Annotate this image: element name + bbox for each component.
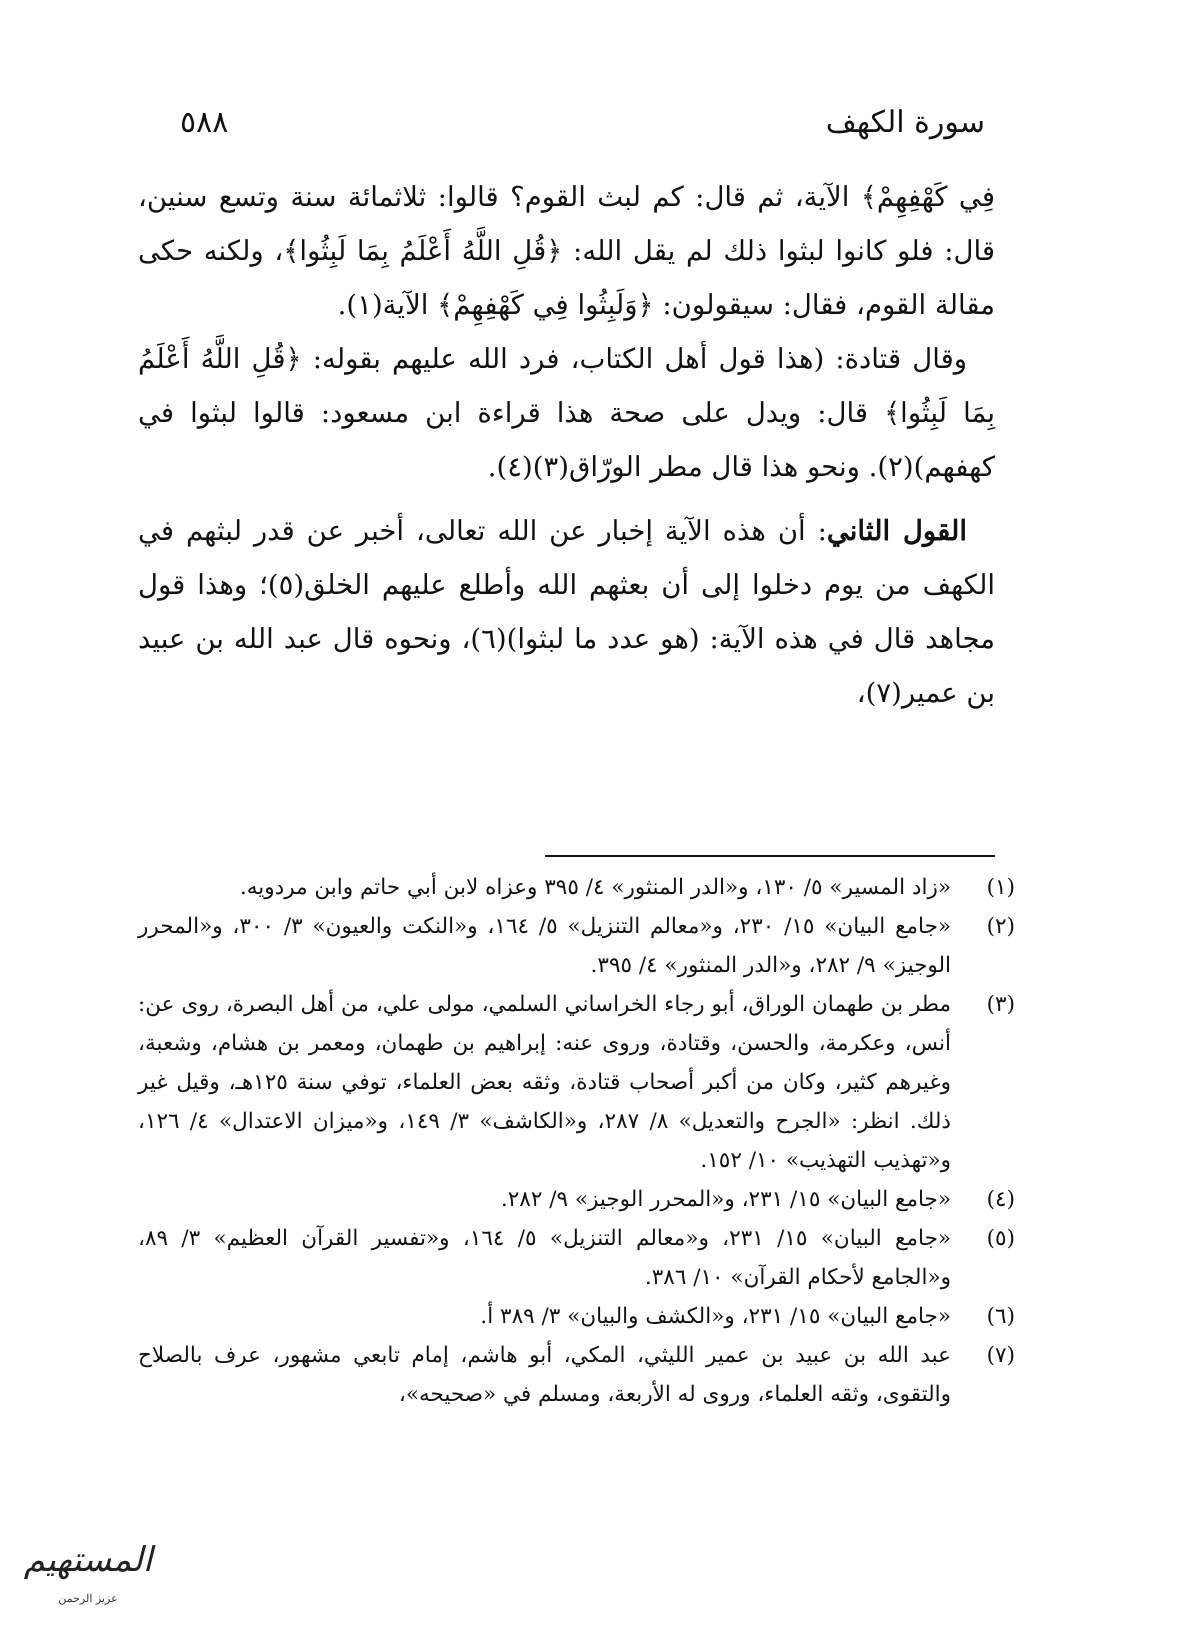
footnote-text: «زاد المسير» ٥/ ١٣٠، و«الدر المنثور» ٤/ ٣٩٥ وعزاه لابن أبي حاتم وابن مردويه. xyxy=(239,875,951,900)
footnote-number: (١) xyxy=(986,875,1015,900)
footnote-text: «جامع البيان» ١٥/ ٢٣١، و«الكشف والبيان» ٣/ ٣٨٩ أ. xyxy=(480,1304,951,1329)
page-header xyxy=(180,105,985,155)
paragraph-3 xyxy=(138,504,995,720)
main-text xyxy=(138,170,995,720)
footnote-text: «جامع البيان» ١٥/ ٢٣٠، و«معالم التنزيل» ٥/ ١٦٤، و«النكت والعيون» ٣/ ٣٠٠، و«المحرر الوجيز» ٩/ ٢٨٢، و«الدر المنثور» ٤/ ٣٩٥. xyxy=(138,914,952,978)
footnote-text: مطر بن طهمان الوراق، أبو رجاء الخراساني السلمي، مولى علي، من أهل البصرة، روى عن: أنس، وعكرمة، والحسن، وقتادة، وروى عنه: إبراهيم بن طهمان، ومعمر بن هشام، وشعبة، وغيرهم كثير، وكان من أكبر أصحاب قتادة، وثقه بعض العلماء، توفي سنة ١٢٥هـ، وقيل غير ذلك. انظر: «الجرح والتعديل» ٨/ ٢٨٧، و«الكاشف» ٣/ ١٤٩، و«ميزان الاعتدال» ٤/ ١٢٦، و«تهذيب التهذيب» ١٠/ ١٥٢. xyxy=(138,992,952,1173)
logo-calligraphy: المستهيم xyxy=(23,1540,153,1580)
publisher-logo xyxy=(18,1540,158,1622)
footnote-number: (٥) xyxy=(986,1226,1015,1251)
footnote-text: «جامع البيان» ١٥/ ٢٣١، و«معالم التنزيل» ٥/ ١٦٤، و«تفسير القرآن العظيم» ٣/ ٨٩، و«الجامع لأحكام القرآن» ١٠/ ٣٨٦. xyxy=(138,1226,952,1290)
footnote-number: (٧) xyxy=(986,1343,1015,1368)
footnotes xyxy=(138,868,1015,1414)
footnote-number: (٢) xyxy=(986,914,1015,939)
footnote-number: (٦) xyxy=(986,1304,1015,1329)
logo-subtext: عزیز الرحمن xyxy=(58,1592,118,1605)
footnote-6 xyxy=(138,1297,1015,1336)
footnote-1 xyxy=(138,868,1015,907)
second-opinion-heading: القول الثاني xyxy=(826,515,968,547)
paragraph-gap xyxy=(138,494,995,504)
paragraph-3-text: : أن هذه الآية إخبار عن الله تعالى، أخبر عن قدر لبثهم في الكهف من يوم دخلوا إلى أن بعثهم الله وأطلع عليهم الخلق(٥)؛ وهذا قول مجاهد قال في هذه الآية: (هو عدد ما لبثوا)(٦)، ونحوه قال عبد الله بن عبيد بن عمير(٧)، xyxy=(138,515,995,709)
footnote-number: (٤) xyxy=(986,1187,1015,1212)
footnote-5 xyxy=(138,1219,1015,1297)
page-number: ٥٨٨ xyxy=(180,105,229,140)
footnote-text: عبد الله بن عبيد بن عمير الليثي، المكي، أبو هاشم، إمام تابعي مشهور، عرف بالصلاح والتقوى، وثقه العلماء، وروى له الأربعة، ومسلم في «صحيحه»، xyxy=(138,1343,951,1407)
footnote-2 xyxy=(138,907,1015,985)
footnote-4 xyxy=(138,1180,1015,1219)
footnote-separator xyxy=(545,855,995,857)
footnote-number: (٣) xyxy=(986,992,1015,1017)
paragraph-1: فِي كَهْفِهِمْ﴾ الآية، ثم قال: كم لبث القوم؟ قالوا: ثلاثمائة سنة وتسع سنين، قال: فلو كانوا لبثوا ذلك لم يقل الله: ﴿قُلِ اللَّهُ أَعْلَمُ بِمَا لَبِثُوا﴾، ولكنه حكى مقالة القوم، فقال: سيقولون: ﴿وَلَبِثُوا فِي كَهْفِهِمْ﴾ الآية(١). xyxy=(138,181,995,321)
footnote-7 xyxy=(138,1336,1015,1414)
surah-title: سورة الكهف xyxy=(825,105,985,140)
footnote-text: «جامع البيان» ١٥/ ٢٣١، و«المحرر الوجيز» ٩/ ٢٨٢. xyxy=(500,1187,951,1212)
footnote-3 xyxy=(138,985,1015,1180)
paragraph-2: وقال قتادة: (هذا قول أهل الكتاب، فرد الله عليهم بقوله: ﴿قُلِ اللَّهُ أَعْلَمُ بِمَا لَبِثُوا﴾ قال: ويدل على صحة هذا قراءة ابن مسعود: قالوا لبثوا في كهفهم)(٢). ونحو هذا قال مطر الورّاق(٣)(٤). xyxy=(138,343,995,483)
